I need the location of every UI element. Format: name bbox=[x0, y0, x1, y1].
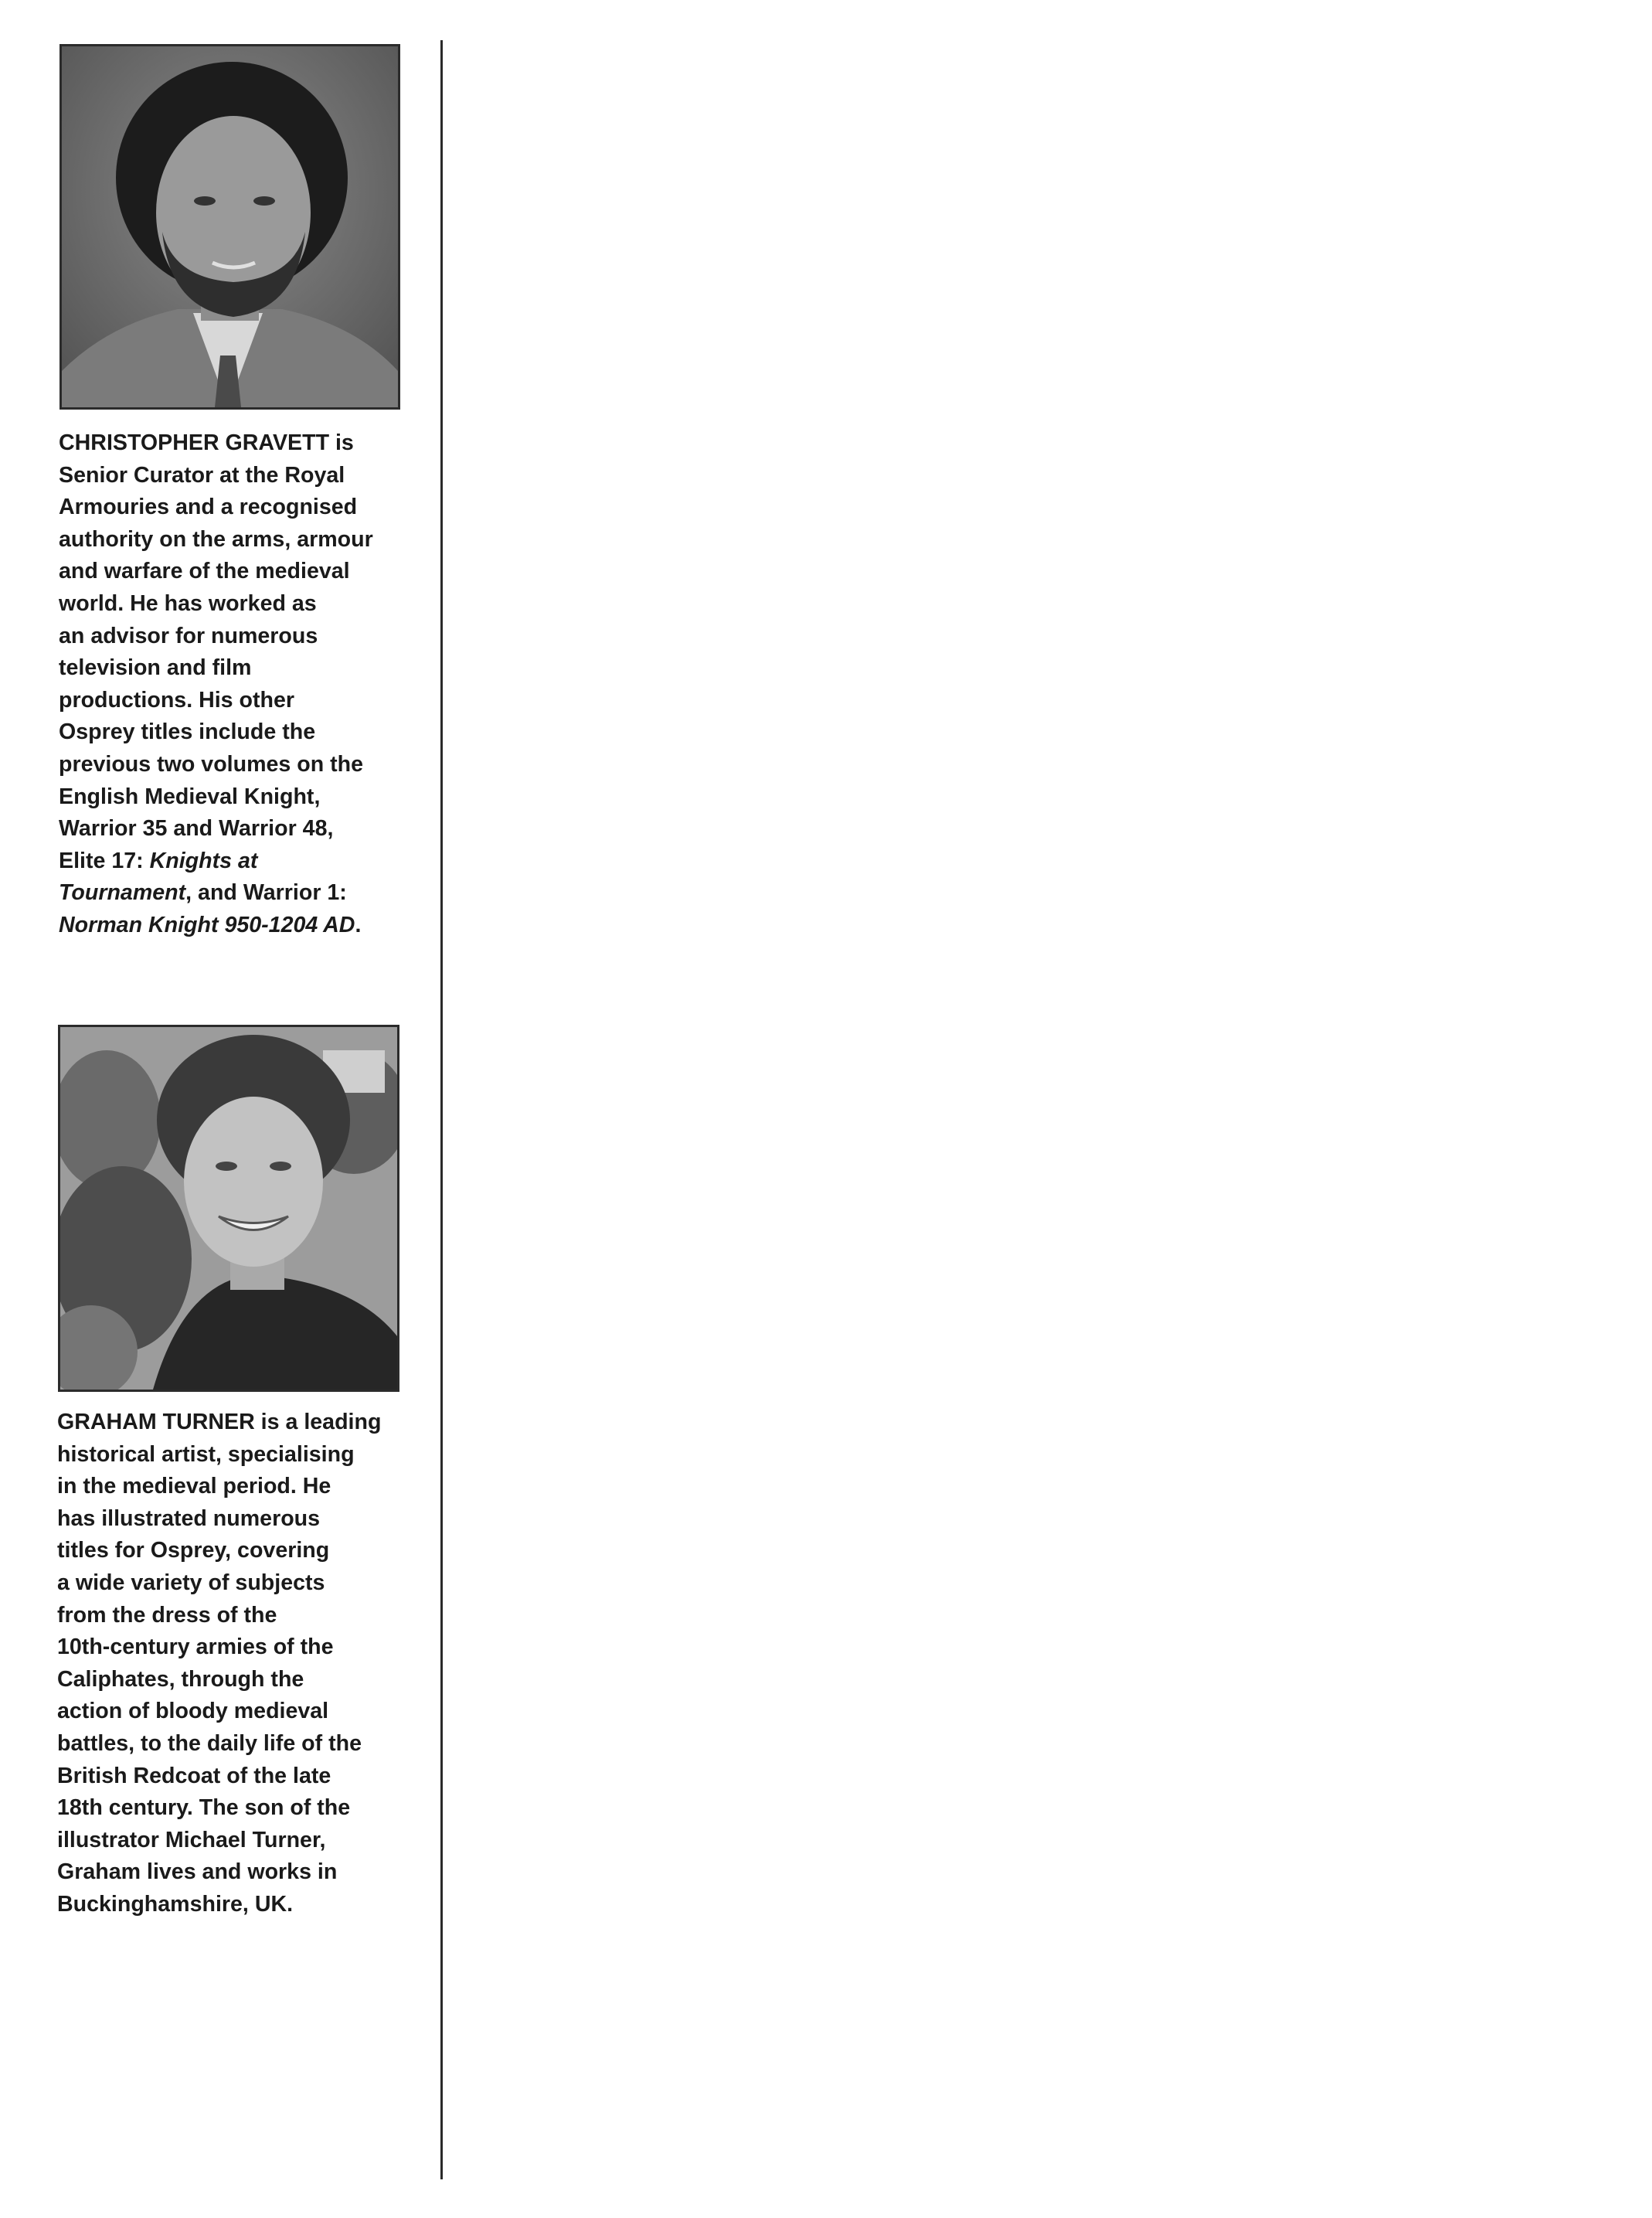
bio-line: productions. His other bbox=[59, 687, 295, 713]
bio-graham-turner bbox=[57, 1407, 420, 1921]
portrait-photo-christopher-gravett bbox=[59, 44, 400, 410]
bio-line: British Redcoat of the late bbox=[57, 1763, 331, 1788]
bio-line: has illustrated numerous bbox=[57, 1505, 321, 1531]
bio-line: 18th century. The son of the bbox=[57, 1795, 351, 1821]
bio-line: Osprey titles include the bbox=[59, 719, 316, 745]
bio-line: world. He has worked as bbox=[59, 590, 317, 616]
bio-line: CHRISTOPHER GRAVETT is bbox=[59, 430, 354, 455]
bio-line bbox=[59, 845, 422, 878]
bio-line: action of bloody medieval bbox=[57, 1699, 329, 1724]
bio-line bbox=[59, 877, 422, 910]
bio-line: a wide variety of subjects bbox=[57, 1570, 325, 1595]
bio-line: in the medieval period. He bbox=[57, 1474, 331, 1499]
portrait-photo-graham-turner bbox=[58, 1025, 399, 1392]
portrait-gravett-icon bbox=[62, 46, 398, 407]
bio-line: and warfare of the medieval bbox=[59, 559, 350, 584]
bio-line: titles for Osprey, covering bbox=[57, 1538, 330, 1563]
bio-line: authority on the arms, armour bbox=[59, 526, 373, 552]
bio-line: GRAHAM TURNER is a leading bbox=[57, 1410, 382, 1434]
bio-line bbox=[59, 910, 422, 942]
book-title: Norman Knight 950-1204 AD bbox=[59, 912, 355, 937]
portrait-turner-icon bbox=[60, 1027, 397, 1390]
book-title: Knights at bbox=[149, 848, 258, 873]
bio-line: television and film bbox=[59, 655, 252, 681]
bio-line: 10th-century armies of the bbox=[57, 1635, 334, 1660]
bio-line: Warrior 35 and Warrior 48, bbox=[59, 816, 334, 842]
column-divider bbox=[440, 40, 443, 2179]
bio-text: . bbox=[355, 912, 362, 937]
bio-line: from the dress of the bbox=[57, 1602, 277, 1628]
bio-line: Graham lives and works in bbox=[57, 1859, 338, 1885]
book-title: Tournament bbox=[59, 880, 186, 906]
bio-line: Senior Curator at the Royal bbox=[59, 462, 345, 488]
bio-text: Elite 17: bbox=[59, 848, 150, 873]
bio-christopher-gravett bbox=[59, 427, 422, 942]
bio-line: battles, to the daily life of the bbox=[57, 1730, 362, 1756]
bio-line: Caliphates, through the bbox=[57, 1666, 304, 1692]
bio-line: an advisor for numerous bbox=[59, 623, 318, 648]
bio-text: , and Warrior 1: bbox=[185, 880, 347, 906]
bio-line: English Medieval Knight, bbox=[59, 784, 321, 809]
bio-line: historical artist, specialising bbox=[57, 1441, 355, 1467]
bio-line: Armouries and a recognised bbox=[59, 495, 358, 520]
bio-line: previous two volumes on the bbox=[59, 751, 364, 777]
bio-line: Buckinghamshire, UK. bbox=[57, 1891, 294, 1917]
bio-line: illustrator Michael Turner, bbox=[57, 1827, 326, 1852]
